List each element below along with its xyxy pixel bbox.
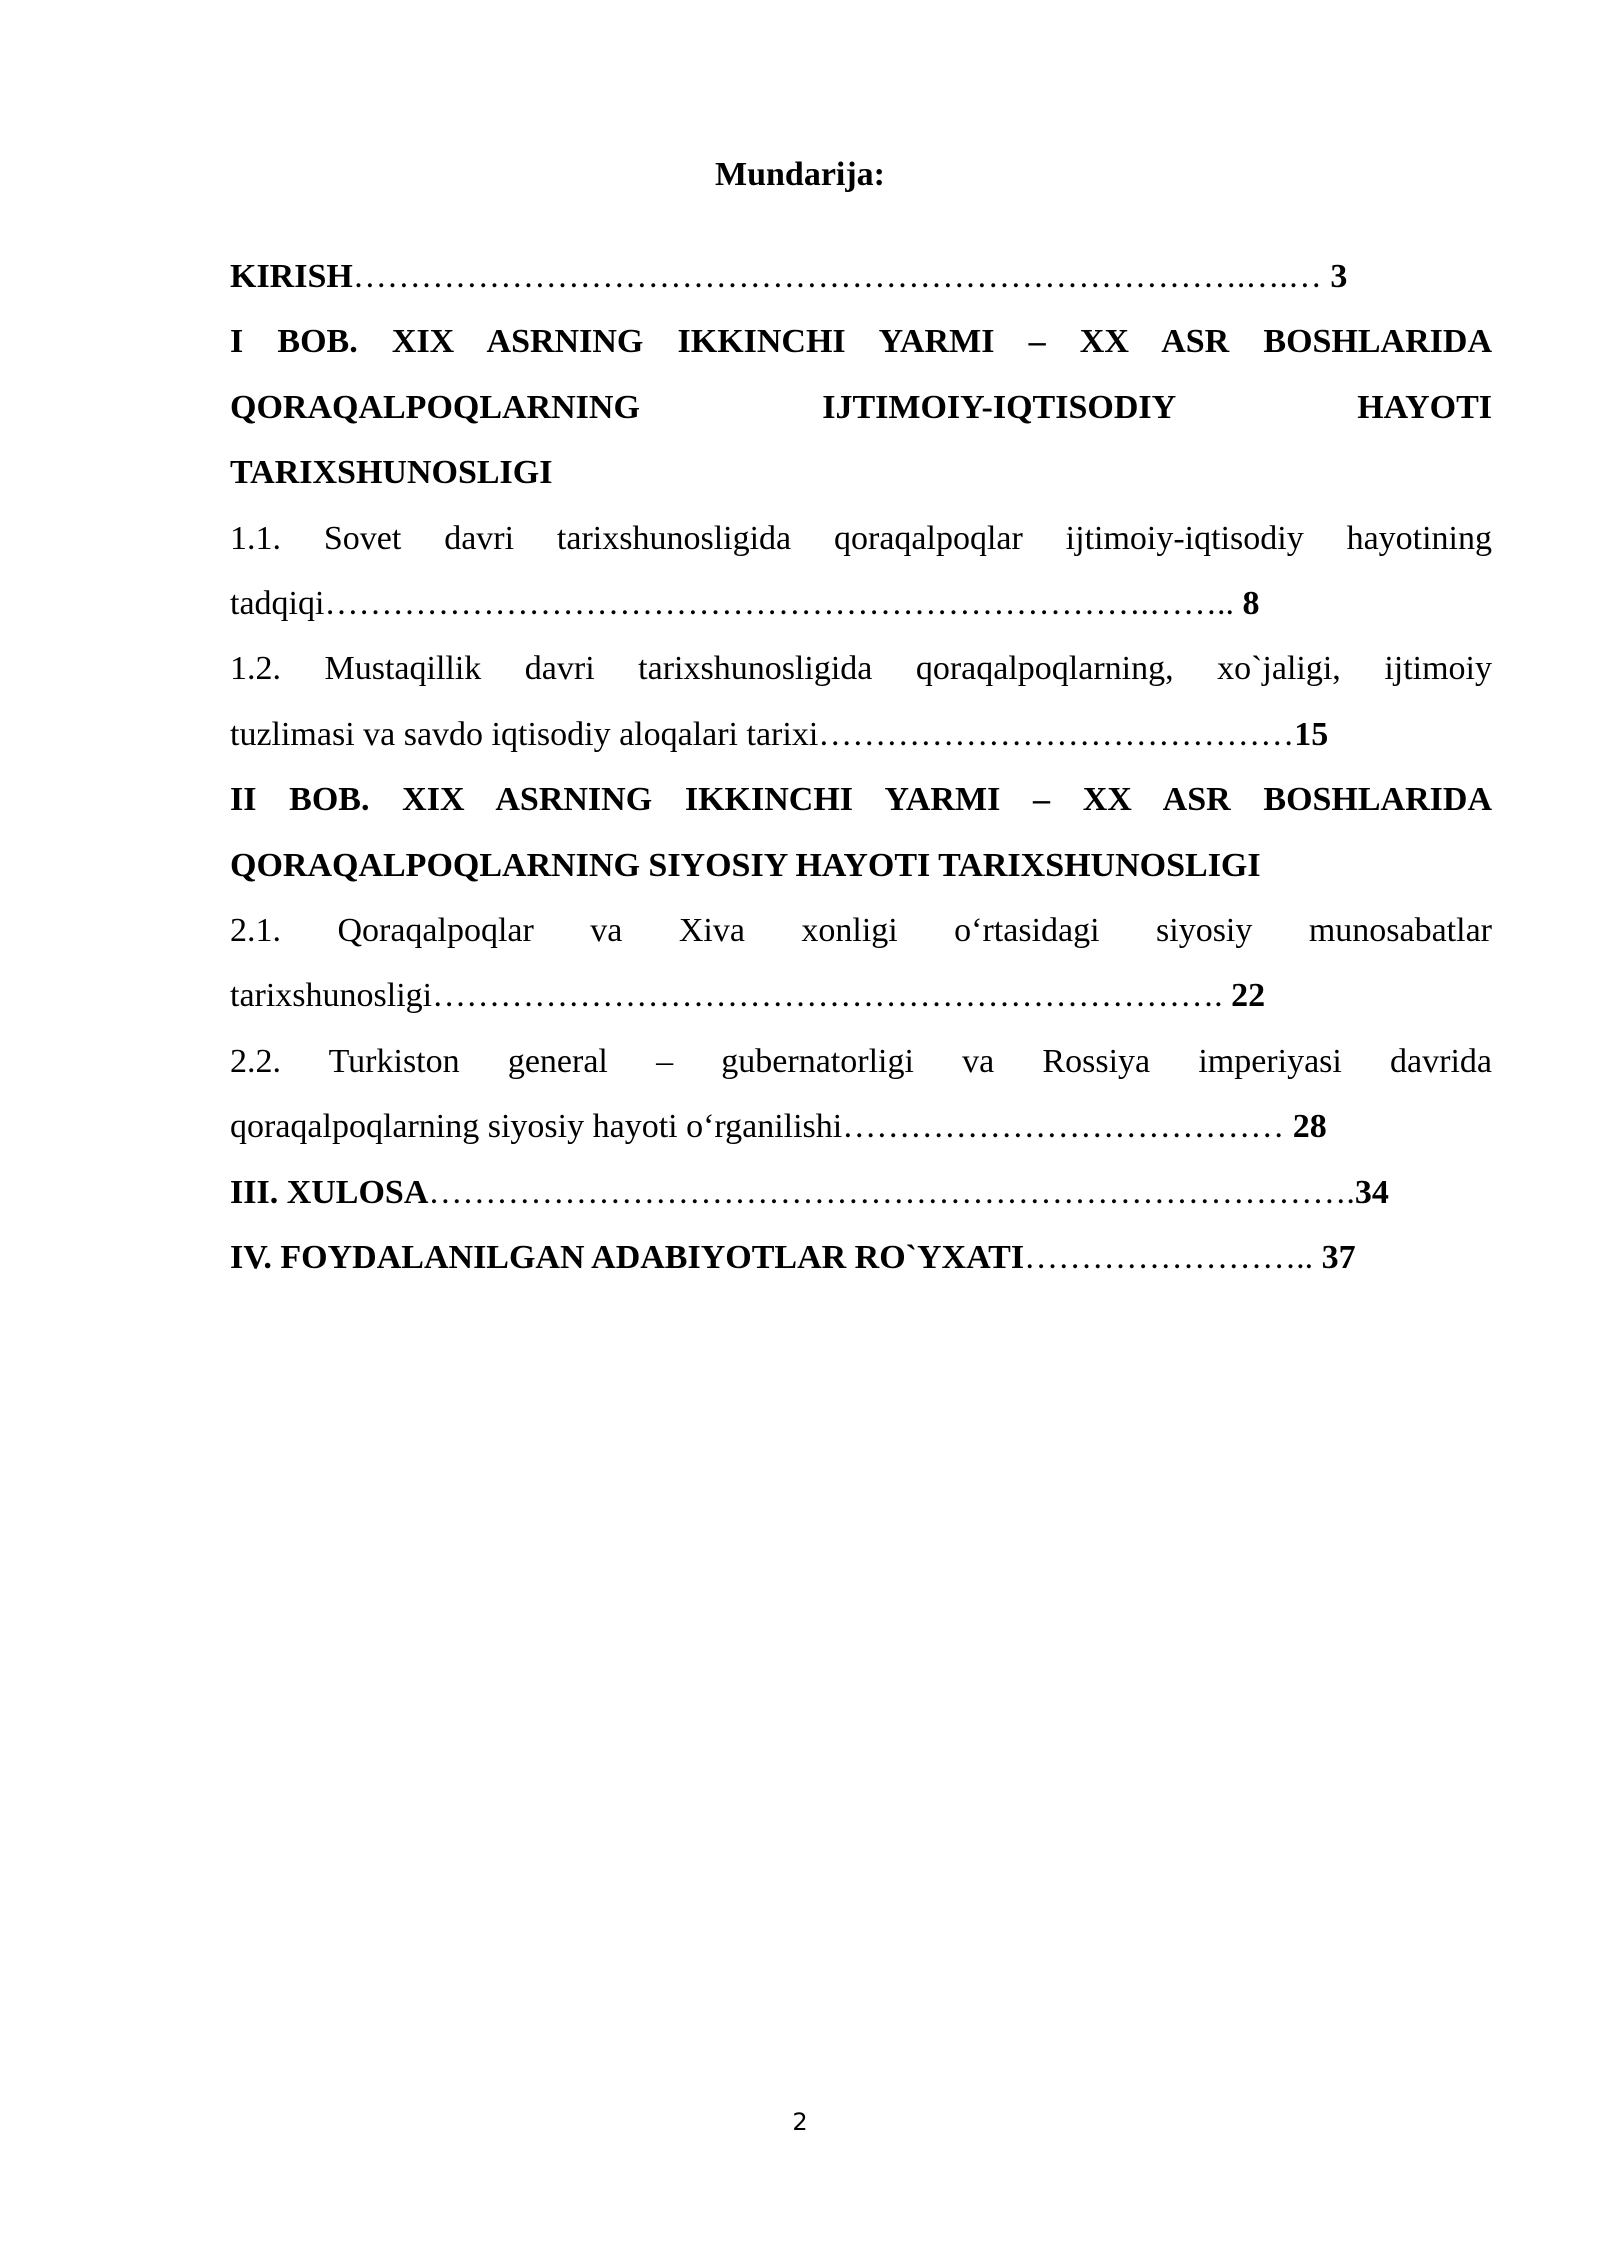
toc-leader-dots: ……………………………………………………………………….	[428, 1173, 1355, 1211]
toc-entry-label: qoraqalpoqlarning siyosiy hayoti o‘rganilishi	[230, 1108, 843, 1146]
toc-entry-xulosa[interactable]	[230, 1160, 1492, 1225]
table-of-contents	[230, 244, 1492, 1291]
toc-section-2-1-line-1[interactable]: 2.1. Qoraqalpoqlar va Xiva xonligi o‘rtasidagi siyosiy munosabatlar	[230, 912, 1492, 950]
toc-leader-dots: ……………………..	[1024, 1239, 1322, 1277]
toc-chapter-2-heading-line-2[interactable]: QORAQALPOQLARNING SIYOSIY HAYOTI TARIXSHUNOSLIGI	[230, 846, 1261, 884]
toc-chapter-1-heading-line-1[interactable]: I BOB. XIX ASRNING IKKINCHI YARMI – XX ASR BOSHLARIDA	[230, 323, 1492, 361]
page-number: 2	[792, 2108, 808, 2136]
toc-page-number: 3	[1330, 258, 1348, 295]
toc-entry-label: tuzlimasi va savdo iqtisodiy aloqalari tarixi	[230, 715, 819, 753]
toc-entry-label: tadqiqi	[230, 585, 325, 623]
toc-page-number: 37	[1321, 1239, 1356, 1277]
toc-entry-label: KIRISH	[230, 258, 353, 295]
toc-entry-label: III. XULOSA	[230, 1173, 429, 1211]
toc-section-2-2-line-1[interactable]: 2.2. Turkiston general – gubernatorligi va Rossiya imperiyasi davrida	[230, 1042, 1492, 1080]
toc-leader-dots: …………………………………	[842, 1108, 1293, 1146]
toc-chapter-1-heading-line-3[interactable]: TARIXSHUNOSLIGI	[230, 454, 553, 492]
toc-entry-label: tarixshunosligi	[230, 977, 433, 1015]
toc-entry-kirish[interactable]	[230, 244, 1492, 309]
toc-section-1-1-line-2[interactable]	[230, 571, 1492, 636]
toc-entry-references[interactable]	[230, 1225, 1492, 1290]
toc-section-2-2-line-2[interactable]	[230, 1094, 1492, 1159]
toc-leader-dots: ……………………………………………………………….……..	[324, 585, 1243, 623]
toc-section-1-2-line-2[interactable]	[230, 702, 1492, 767]
toc-page-number: 28	[1292, 1108, 1327, 1146]
toc-page-number: 22	[1231, 977, 1266, 1015]
toc-title: Mundarija:	[715, 156, 885, 193]
toc-chapter-2-heading-line-1[interactable]: II BOB. XIX ASRNING IKKINCHI YARMI – XX ASR BOSHLARIDA	[230, 781, 1492, 819]
toc-leader-dots: …………………………………………………………….	[432, 977, 1232, 1015]
toc-page-number: 8	[1242, 585, 1260, 623]
toc-section-1-1-line-1[interactable]: 1.1. Sovet davri tarixshunosligida qoraqalpoqlar ijtimoiy-iqtisodiy hayotining	[230, 519, 1492, 557]
toc-leader-dots: ……………………………………	[818, 715, 1295, 753]
toc-page-number: 15	[1294, 715, 1329, 753]
toc-section-2-1-line-2[interactable]	[230, 963, 1492, 1028]
toc-page-number: 34	[1354, 1173, 1389, 1211]
toc-entry-label: IV. FOYDALANILGAN ADABIYOTLAR RO`YXATI	[230, 1239, 1025, 1277]
toc-chapter-1-heading-line-2[interactable]: QORAQALPOQLARNING IJTIMOIY-IQTISODIY HAYOTI	[230, 388, 1492, 426]
toc-leader-dots: …………………………………………………………………….….…	[352, 258, 1331, 295]
toc-section-1-2-line-1[interactable]: 1.2. Mustaqillik davri tarixshunosligida qoraqalpoqlarning, xo`jaligi, ijtimoiy	[230, 650, 1492, 688]
